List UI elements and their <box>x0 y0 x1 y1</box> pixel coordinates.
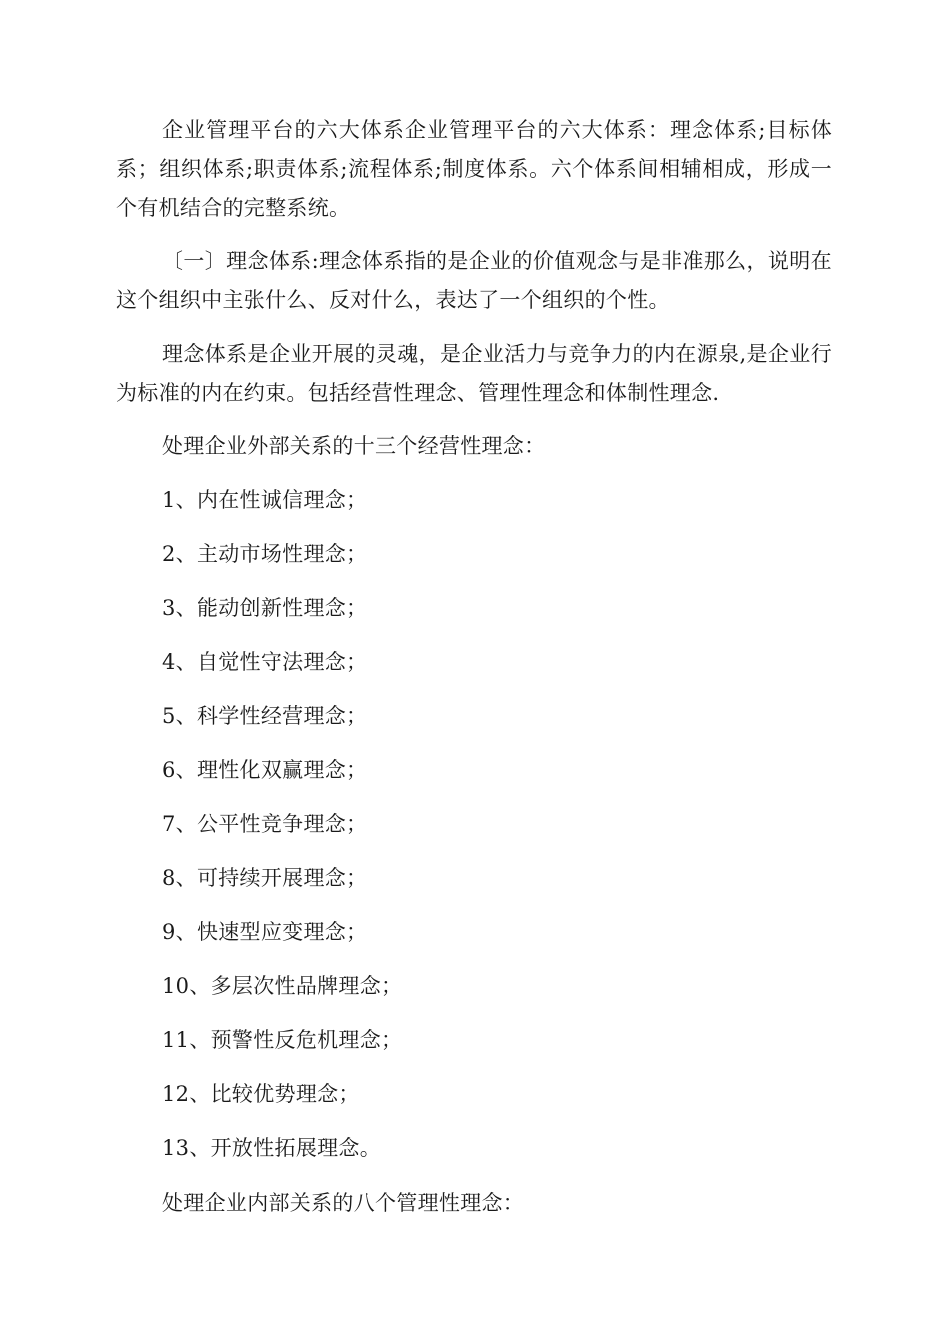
list-item: 4、自觉性守法理念； <box>162 650 368 674</box>
list-item: 8、可持续开展理念； <box>162 866 368 890</box>
list-item: 13、开放性拓展理念。 <box>162 1136 382 1160</box>
internal-heading: 处理企业内部关系的八个管理性理念： <box>162 1191 525 1215</box>
list-item: 9、快速型应变理念； <box>162 920 368 944</box>
list-item: 2、主动市场性理念； <box>162 542 368 566</box>
list-item: 1、内在性诚信理念； <box>162 488 368 512</box>
list-item: 3、能动创新性理念； <box>162 596 368 620</box>
list-item: 7、公平性竞争理念； <box>162 812 368 836</box>
list-item: 5、科学性经营理念； <box>162 704 368 728</box>
section1-detail-paragraph: 理念体系是企业开展的灵魂，是企业活力与竞争力的内在源泉,是企业行为标准的内在约束。包括经营性理念、管理性理念和体制性理念. <box>116 342 832 405</box>
section1-paragraph: 〔一〕理念体系:理念体系指的是企业的价值观念与是非准那么，说明在这个组织中主张什么、反对什么，表达了一个组织的个性。 <box>116 249 832 312</box>
list-item: 6、理性化双赢理念； <box>162 758 368 782</box>
list-item: 10、多层次性品牌理念； <box>162 974 403 998</box>
external-heading: 处理企业外部关系的十三个经营性理念： <box>162 434 546 458</box>
intro-paragraph: 企业管理平台的六大体系企业管理平台的六大体系：理念体系;目标体系；组织体系;职责体系;流程体系;制度体系。六个体系间相辅相成，形成一个有机结合的完整系统。 <box>116 118 832 220</box>
list-item: 11、预警性反危机理念； <box>162 1028 403 1052</box>
list-item: 12、比较优势理念； <box>162 1082 360 1106</box>
